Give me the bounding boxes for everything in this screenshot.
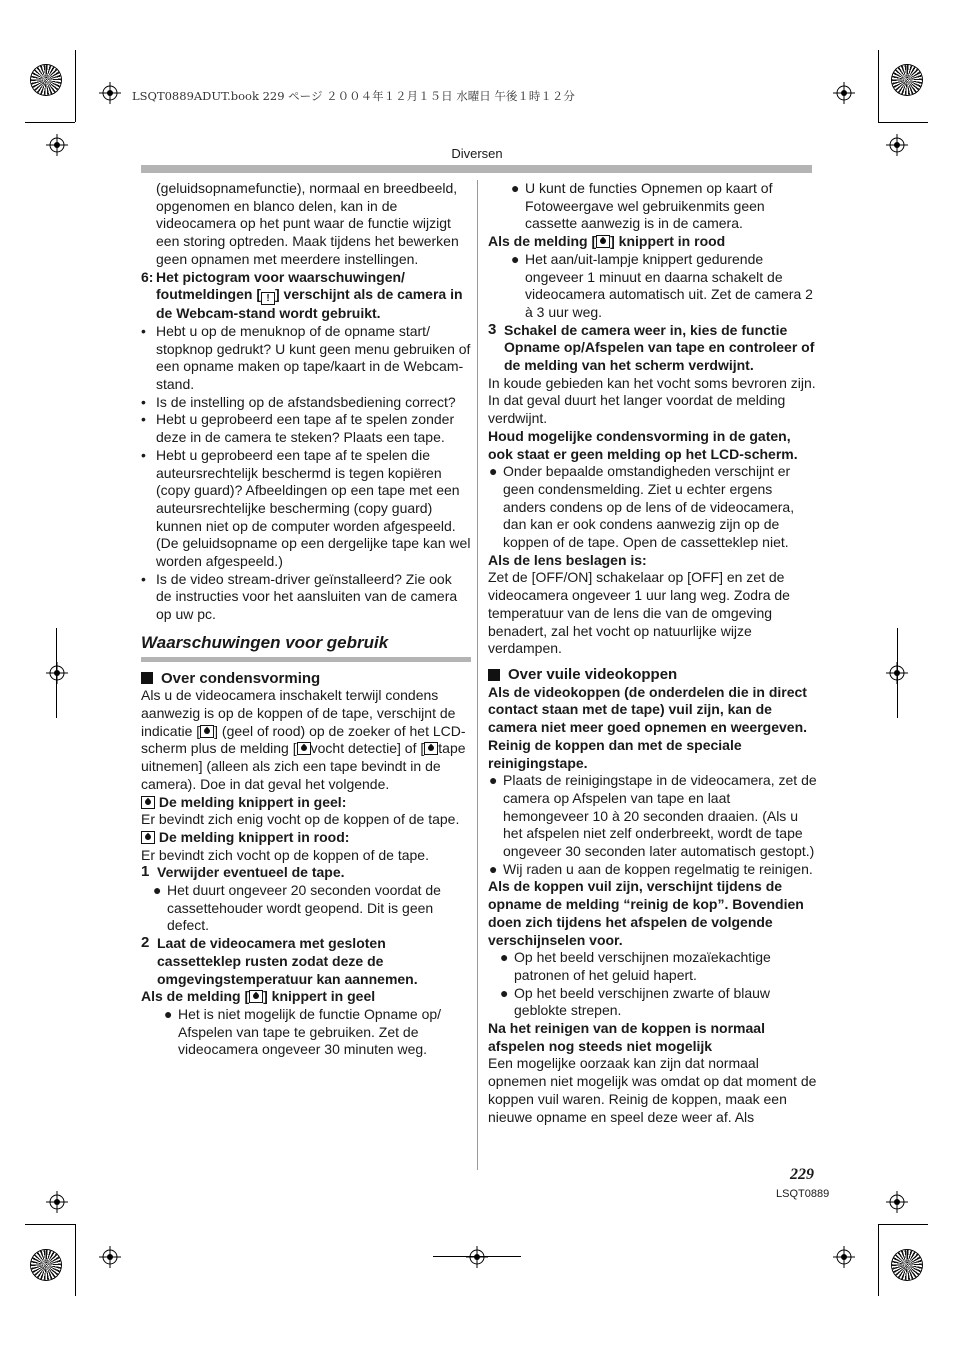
red-blink-heading [488,233,818,251]
bullet-marker: • [141,446,146,463]
cond-text-d: tape uitnemen] (alleen als zich een tape bevindt in de camera). Doe in dat geval het volgende. [141,740,466,792]
bullet-marker: ● [153,882,162,899]
crop-line [75,50,76,122]
registration-mark-icon [46,134,68,156]
color-rosette-icon [31,65,61,95]
square-marker-icon [141,672,153,684]
registration-mark-icon [99,82,121,104]
condensation-watch-heading: Houd mogelijke condensvorming in de gaten, ook staat er geen melding op het LCD-scherm. [488,427,798,462]
step-number: 2 [141,934,150,952]
square-marker-icon [488,669,500,681]
heading-text-b: ] knippert in geel [263,988,376,1005]
list-item-text: Op het beeld verschijnen zwarte of blauw geblokte strepen. [514,984,771,1019]
list-item-text: U kunt de functies Opnemen op kaart of Fotoweergave wel gebruikenmits geen cassette aanwezig is in de camera. [525,180,773,232]
condensation-icon [424,742,438,755]
list-item [141,447,471,571]
column-divider [477,180,478,1170]
registration-mark-icon [833,1246,855,1268]
list-item [499,949,818,984]
list-item [510,251,818,322]
crop-line [878,1224,928,1225]
after-cleaning-heading: Na het reinigen van de koppen is normaal afspelen nog steeds niet mogelijk [488,1020,765,1054]
bullet-marker: ● [511,250,520,267]
step-number: 3 [488,320,497,338]
condensation-icon [141,796,155,809]
bullet-marker: ● [500,949,509,966]
warning-icon: ! [261,292,275,305]
condensation-icon [249,990,263,1003]
list-item [488,772,818,861]
header-bar [141,165,812,173]
list-item-text: Het aan/uit-lampje knippert gedurende ongeveer 1 minuut en daarna schakelt de videocamera automatisch uit. Zet de camera 2 à 3 uur weg. [525,250,813,320]
file-info-header: LSQT0889ADUT.book 229 ページ ２００４年１２月１５日 水曜日 午後１時１２分 [132,89,575,103]
item6-text-a: Het pictogram voor waarschuwingen/ foutmeldingen [ [156,268,405,303]
list-item-text: Het duurt ongeveer 20 seconden voordat de cassettehouder wordt geopend. Dit is geen defect. [167,882,441,934]
step-text: Laat de videocamera met gesloten cassetteklep rusten zodat deze de omgevingstemperatuur kan aannemen. [157,935,418,987]
item6-number: 6: [141,268,154,285]
color-rosette-icon [31,1250,61,1280]
bullet-marker: ● [489,772,498,789]
registration-mark-icon [46,1191,68,1213]
bullet-marker: • [141,393,146,410]
item6-heading [141,269,471,323]
intro-paragraph: (geluidsopnamefunctie), normaal en breedbeeld, opgenomen en blanco delen, kan in de videocamera op het punt waar de functie wijzigt een storing optreden. Maak tijdens het bewerken geen opnamen met meerdere instellingen. [156,180,459,267]
list-item [510,180,818,233]
list-item-text: Hebt u op de menuknop of de opname start/ stopknop gedrukt? U kunt geen menu gebruiken of een opname maken op tape/kaart in de Webcam-stand. [156,322,471,393]
list-item [488,463,818,552]
yellow-text: Er bevindt zich enig vocht op de koppen of de tape. [141,811,460,828]
red-heading-text: De melding knippert in rood: [158,828,350,845]
bullet-marker: ● [489,860,498,877]
registration-mark-icon [46,662,68,684]
yellow-blink-heading [141,988,471,1006]
list-item-text: Het is niet mogelijk de functie Opname op/ Afspelen van tape te gebruiken. Zet de videocamera ongeveer 30 minuten weg. [178,1005,442,1058]
registration-mark-icon [466,1246,488,1268]
right-column [488,180,818,1126]
color-rosette-icon [892,65,922,95]
list-item [141,571,471,624]
crop-line [56,628,57,718]
yellow-heading-text: De melding knippert in geel: [158,793,347,810]
list-item-text: Is de video stream-driver geïnstalleerd? Zie ook de instructies voor het aansluiten van de camera op uw pc. [156,570,458,623]
condensation-icon [200,725,214,738]
step-text: Schakel de camera weer in, kies de functie Opname op/Afspelen van tape en controleer of de melding van het scherm verdwijnt. [504,321,815,374]
condensation-icon [297,742,311,755]
item6-text-b: ] verschijnt als de camera in de Webcam-stand wordt gebruikt. [156,286,463,322]
red-text: Er bevindt zich vocht op de koppen of de tape. [141,846,429,863]
red-heading [141,829,471,847]
list-item-text: Hebt u geprobeerd een tape af te spelen zonder deze in de camera te steken? Plaats een tape. [156,411,455,446]
list-item-text: Wij raden u aan de koppen regelmatig te reinigen. [503,860,813,877]
step-number: 1 [141,863,150,881]
bullet-marker: • [141,570,146,587]
heading-text-b: ] knippert in rood [610,233,726,250]
crop-line [433,1256,521,1257]
list-item [141,394,471,412]
final-paragraph: Een mogelijke oorzaak kan zijn dat normaal opnemen niet mogelijk was omdat op dat moment de koppen vuil waren. Reinig de koppen, maak een nieuwe opname en speel deze weer af. Als [488,1055,817,1125]
page-number: 229 [790,1166,814,1183]
cond-text-b: ] (geel of rood) op de zoeker of het LCD-scherm plus de melding [ [141,722,466,757]
cond-text-c: vocht detectie] of [ [310,740,425,757]
step-1 [141,864,471,882]
crop-line [25,1224,75,1225]
registration-mark-icon [886,134,908,156]
registration-mark-icon [99,1246,121,1268]
bullet-marker: ● [489,463,498,480]
step-2 [141,935,471,988]
heading-text-a: Als de melding [ [141,988,250,1005]
subheading-condensation [141,670,471,688]
list-item [488,861,818,879]
condensation-icon [141,831,155,844]
list-item-text: Op het beeld verschijnen mozaïekachtige patronen of het geluid hapert. [514,949,771,983]
heading-text-a: Als de melding [ [488,233,597,250]
bullet-marker: • [141,322,146,339]
section-header: Diversen [451,146,503,161]
condensation-icon [596,235,610,248]
crop-line [75,1224,76,1296]
cond-text-a: Als u de videocamera inschakelt terwijl condens aanwezig is op de koppen of de tape, verschijnt de indicatie [ [141,687,456,739]
list-item [152,882,471,935]
crop-line [897,628,898,718]
left-column [141,180,471,1059]
crop-line [878,1224,879,1296]
lens-heading: Als de lens beslagen is: [488,551,647,568]
subheading-dirty-heads [488,666,818,684]
yellow-heading [141,794,471,812]
list-item [163,1006,471,1059]
lens-paragraph: Zet de [OFF/ON] schakelaar op [OFF] en zet de videocamera ongeveer 1 uur lang weg. Zodra de temperatuur van de lens die van de omgeving benadert, zal het vocht op natuurlijke wijze verdampen. [488,569,790,657]
condensation-paragraph [141,687,471,793]
list-item [141,411,471,446]
registration-mark-icon [833,82,855,104]
list-item [141,323,471,394]
crop-line [25,122,75,123]
crop-line [878,50,879,122]
registration-mark-icon [886,1191,908,1213]
subheading-text: Over condensvorming [161,669,321,687]
step-3 [488,322,818,375]
list-item-text: Hebt u geprobeerd een tape af te spelen die auteursrechtelijk beschermd is tegen kopiëren (copy guard)? Afbeeldingen op een tape met een auteursrechtelijke bescherming (copy guard) kunnen niet op de computer worden afgespeeld. (De geluidsopname op een dergelijke tape kan wel worden afgespeeld.) [156,446,471,570]
color-rosette-icon [892,1250,922,1280]
list-item-text: Onder bepaalde omstandigheden verschijnt er geen condensmelding. Ziet u echter ergens anders condens op de lens of de videocamera, dan kan er ook condens aanwezig zijn op de koppen of de tape. Open de cassetteklep niet. [503,463,795,551]
bullet-marker: ● [500,984,509,1001]
bullet-marker: ● [511,180,520,196]
dirty-heads-symptoms-heading: Als de koppen vuil zijn, verschijnt tijdens de opname de melding “reinig de kop”. Bovendien doen zich tijdens het afspelen de volgende verschijnselen voor. [488,878,804,948]
document-code: LSQT0889 [776,1188,830,1200]
crop-line [878,122,928,123]
step-text: Verwijder eventueel de tape. [157,864,345,881]
bullet-marker: ● [164,1005,173,1022]
list-item [499,985,818,1020]
section-title: Waarschuwingen voor gebruik [141,634,471,662]
bullet-marker: • [141,411,146,428]
list-item-text: Plaats de reinigingstape in de videocamera, zet de camera op Afspelen van tape en laat hemongeveer 10 à 20 seconden draaien. (Als u het afspelen niet zelf onderbreekt, wordt de tape ongeveer 30 seconden later automatisch gestopt.) [503,772,817,860]
cold-paragraph: In koude gebieden kan het vocht soms bevroren zijn. In dat geval duurt het langer voordat de melding verdwijnt. [488,374,816,427]
dirty-heads-intro: Als de videokoppen (de onderdelen die in direct contact staan met de tape) vuil zijn, kan de camera niet meer goed opnemen en weergeven. Reinig de koppen dan met de speciale reinigingstape. [488,683,808,771]
subheading-text: Over vuile videokoppen [508,665,678,683]
list-item-text: Is de instelling op de afstandsbediening correct? [156,393,456,410]
